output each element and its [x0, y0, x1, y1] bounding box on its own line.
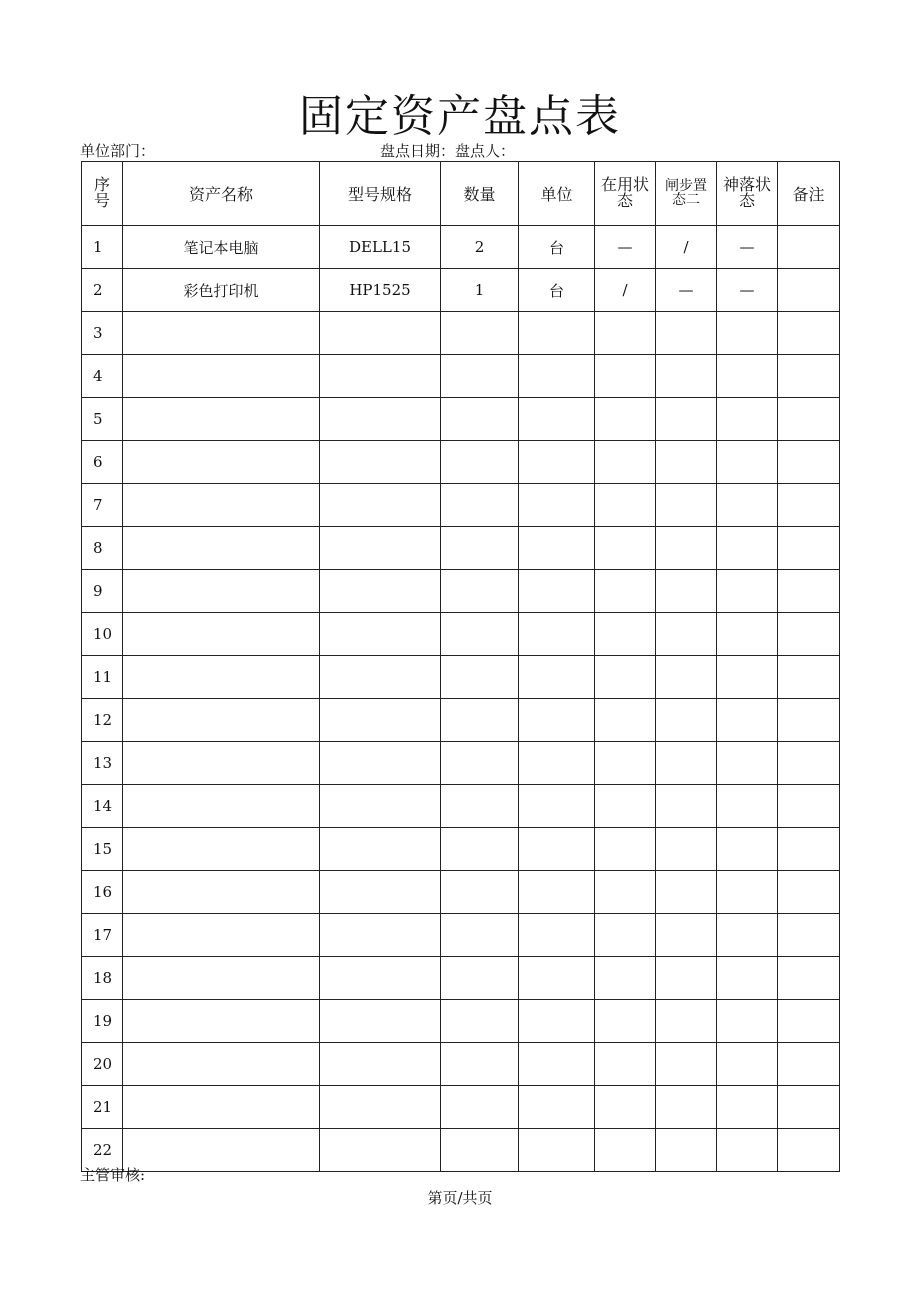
cell-missing: [717, 957, 778, 1000]
cell-qty: [441, 613, 519, 656]
cell-model: [320, 742, 441, 785]
cell-idle: [656, 1129, 717, 1172]
header-missing-label: 神落状态: [722, 175, 771, 210]
cell-missing: [717, 1129, 778, 1172]
cell-missing: —: [717, 226, 778, 269]
cell-seq: 17: [82, 914, 123, 957]
cell-name: [123, 828, 320, 871]
cell-missing: [717, 441, 778, 484]
cell-qty: [441, 914, 519, 957]
cell-unit: [519, 570, 595, 613]
cell-unit: [519, 699, 595, 742]
cell-missing: —: [717, 269, 778, 312]
cell-seq: 1: [82, 226, 123, 269]
cell-name: [123, 1000, 320, 1043]
header-idle: [656, 162, 717, 226]
cell-name: [123, 785, 320, 828]
cell-missing: [717, 914, 778, 957]
cell-missing: [717, 871, 778, 914]
cell-seq: 19: [82, 1000, 123, 1043]
cell-seq: 20: [82, 1043, 123, 1086]
cell-seq: 12: [82, 699, 123, 742]
cell-in-use: /: [595, 269, 656, 312]
cell-remark: [778, 355, 840, 398]
cell-unit: [519, 742, 595, 785]
cell-seq: 16: [82, 871, 123, 914]
cell-idle: [656, 828, 717, 871]
cell-idle: [656, 1043, 717, 1086]
cell-idle: [656, 742, 717, 785]
cell-in-use: [595, 957, 656, 1000]
table-row: [82, 699, 840, 742]
cell-idle: [656, 613, 717, 656]
header-seq: [82, 162, 123, 226]
cell-idle: [656, 699, 717, 742]
date-inspector-label: 盘点日期：盘点人：: [380, 142, 516, 160]
cell-seq: 8: [82, 527, 123, 570]
table-body: [82, 226, 840, 1172]
cell-name: [123, 1129, 320, 1172]
cell-missing: [717, 398, 778, 441]
cell-qty: [441, 1086, 519, 1129]
header-unit: 单位: [519, 162, 595, 226]
cell-model: [320, 1129, 441, 1172]
cell-remark: [778, 613, 840, 656]
cell-model: [320, 1086, 441, 1129]
cell-in-use: [595, 570, 656, 613]
cell-qty: [441, 1129, 519, 1172]
cell-seq: 18: [82, 957, 123, 1000]
cell-missing: [717, 699, 778, 742]
cell-remark: [778, 269, 840, 312]
cell-in-use: [595, 398, 656, 441]
cell-unit: [519, 527, 595, 570]
table-row: [82, 269, 840, 312]
cell-idle: [656, 656, 717, 699]
cell-idle: [656, 527, 717, 570]
cell-idle: [656, 398, 717, 441]
table-row: [82, 441, 840, 484]
table-row: [82, 1086, 840, 1129]
cell-unit: [519, 957, 595, 1000]
cell-remark: [778, 1129, 840, 1172]
cell-unit: [519, 484, 595, 527]
cell-model: [320, 785, 441, 828]
cell-qty: [441, 441, 519, 484]
cell-in-use: [595, 1043, 656, 1086]
cell-idle: [656, 570, 717, 613]
cell-in-use: [595, 1000, 656, 1043]
cell-remark: [778, 656, 840, 699]
table-row: [82, 785, 840, 828]
cell-remark: [778, 699, 840, 742]
table-header-row: [82, 162, 840, 226]
cell-in-use: [595, 312, 656, 355]
cell-in-use: [595, 441, 656, 484]
cell-missing: [717, 1086, 778, 1129]
cell-in-use: [595, 828, 656, 871]
cell-remark: [778, 914, 840, 957]
cell-model: [320, 484, 441, 527]
cell-seq: 11: [82, 656, 123, 699]
table-row: [82, 957, 840, 1000]
cell-qty: [441, 312, 519, 355]
cell-idle: [656, 914, 717, 957]
cell-model: [320, 699, 441, 742]
cell-qty: [441, 742, 519, 785]
cell-in-use: [595, 699, 656, 742]
cell-model: [320, 871, 441, 914]
cell-model: [320, 570, 441, 613]
cell-unit: [519, 355, 595, 398]
cell-seq: 4: [82, 355, 123, 398]
cell-missing: [717, 742, 778, 785]
cell-seq: 10: [82, 613, 123, 656]
cell-seq: 5: [82, 398, 123, 441]
cell-unit: 台: [519, 226, 595, 269]
table-row: [82, 613, 840, 656]
cell-remark: [778, 312, 840, 355]
cell-model: [320, 527, 441, 570]
cell-seq: 15: [82, 828, 123, 871]
cell-qty: [441, 1043, 519, 1086]
cell-unit: [519, 441, 595, 484]
cell-idle: [656, 1000, 717, 1043]
cell-missing: [717, 656, 778, 699]
cell-idle: [656, 484, 717, 527]
table-row: [82, 742, 840, 785]
table-row: [82, 828, 840, 871]
cell-remark: [778, 570, 840, 613]
cell-in-use: [595, 1129, 656, 1172]
cell-name: [123, 312, 320, 355]
cell-seq: 21: [82, 1086, 123, 1129]
cell-remark: [778, 527, 840, 570]
page-number: 第页/共页: [427, 1189, 493, 1207]
cell-seq: 6: [82, 441, 123, 484]
cell-unit: [519, 613, 595, 656]
table-row: [82, 914, 840, 957]
table-row: [82, 484, 840, 527]
cell-unit: [519, 1129, 595, 1172]
cell-qty: [441, 828, 519, 871]
header-idle-label: 闸步置态二: [665, 178, 707, 208]
cell-name: 彩色打印机: [123, 269, 320, 312]
cell-model: [320, 656, 441, 699]
cell-in-use: [595, 484, 656, 527]
cell-unit: [519, 871, 595, 914]
cell-missing: [717, 570, 778, 613]
header-in-use-label: 在用状态: [600, 175, 649, 210]
cell-qty: [441, 957, 519, 1000]
cell-seq: 13: [82, 742, 123, 785]
cell-unit: [519, 1043, 595, 1086]
cell-seq: 9: [82, 570, 123, 613]
cell-name: [123, 742, 320, 785]
cell-qty: [441, 355, 519, 398]
cell-unit: [519, 914, 595, 957]
cell-name: [123, 699, 320, 742]
cell-seq: 3: [82, 312, 123, 355]
cell-model: [320, 1000, 441, 1043]
cell-missing: [717, 312, 778, 355]
cell-in-use: [595, 871, 656, 914]
cell-name: [123, 613, 320, 656]
cell-name: [123, 957, 320, 1000]
cell-in-use: [595, 1086, 656, 1129]
cell-remark: [778, 1086, 840, 1129]
cell-model: [320, 828, 441, 871]
table-row: [82, 570, 840, 613]
cell-qty: 2: [441, 226, 519, 269]
cell-unit: [519, 656, 595, 699]
cell-unit: [519, 785, 595, 828]
header-in-use: [595, 162, 656, 226]
cell-remark: [778, 828, 840, 871]
cell-in-use: [595, 355, 656, 398]
cell-model: HP1525: [320, 269, 441, 312]
cell-unit: [519, 1000, 595, 1043]
cell-name: [123, 484, 320, 527]
cell-in-use: —: [595, 226, 656, 269]
table-row: [82, 1129, 840, 1172]
table-row: [82, 226, 840, 269]
cell-name: [123, 1043, 320, 1086]
table-row: [82, 527, 840, 570]
cell-qty: [441, 1000, 519, 1043]
cell-idle: [656, 957, 717, 1000]
cell-idle: [656, 871, 717, 914]
cell-model: [320, 355, 441, 398]
cell-model: [320, 1043, 441, 1086]
cell-unit: [519, 828, 595, 871]
table-row: [82, 871, 840, 914]
cell-seq: 14: [82, 785, 123, 828]
cell-seq: 7: [82, 484, 123, 527]
header-missing: [717, 162, 778, 226]
cell-name: [123, 398, 320, 441]
cell-model: DELL15: [320, 226, 441, 269]
cell-missing: [717, 1000, 778, 1043]
cell-qty: [441, 699, 519, 742]
header-name: 资产名称: [123, 162, 320, 226]
cell-qty: [441, 398, 519, 441]
cell-unit: [519, 398, 595, 441]
cell-seq: 2: [82, 269, 123, 312]
cell-name: [123, 355, 320, 398]
table-row: [82, 355, 840, 398]
department-label: 单位部门：: [80, 142, 156, 160]
cell-model: [320, 398, 441, 441]
cell-qty: [441, 871, 519, 914]
cell-missing: [717, 828, 778, 871]
cell-remark: [778, 957, 840, 1000]
cell-in-use: [595, 914, 656, 957]
cell-in-use: [595, 527, 656, 570]
cell-missing: [717, 527, 778, 570]
cell-missing: [717, 1043, 778, 1086]
cell-in-use: [595, 742, 656, 785]
cell-name: [123, 570, 320, 613]
cell-qty: [441, 656, 519, 699]
cell-remark: [778, 871, 840, 914]
cell-remark: [778, 785, 840, 828]
cell-remark: [778, 441, 840, 484]
cell-name: [123, 1086, 320, 1129]
supervisor-label: 主管审核:: [80, 1166, 146, 1184]
document-title: 固定资产盘点表: [299, 91, 621, 142]
cell-qty: [441, 570, 519, 613]
cell-missing: [717, 785, 778, 828]
inventory-table: [81, 161, 840, 1172]
table-row: [82, 1043, 840, 1086]
cell-model: [320, 613, 441, 656]
cell-unit: 台: [519, 269, 595, 312]
header-remark: 备注: [778, 162, 840, 226]
cell-remark: [778, 1000, 840, 1043]
cell-remark: [778, 1043, 840, 1086]
cell-qty: [441, 484, 519, 527]
cell-in-use: [595, 785, 656, 828]
cell-idle: [656, 1086, 717, 1129]
header-model: 型号规格: [320, 162, 441, 226]
cell-idle: /: [656, 226, 717, 269]
cell-missing: [717, 355, 778, 398]
cell-model: [320, 914, 441, 957]
cell-model: [320, 312, 441, 355]
cell-idle: [656, 785, 717, 828]
cell-name: [123, 441, 320, 484]
cell-idle: —: [656, 269, 717, 312]
cell-qty: [441, 785, 519, 828]
cell-idle: [656, 312, 717, 355]
cell-name: [123, 914, 320, 957]
cell-remark: [778, 742, 840, 785]
cell-idle: [656, 441, 717, 484]
table-row: [82, 312, 840, 355]
cell-missing: [717, 484, 778, 527]
cell-seq: 22: [82, 1129, 123, 1172]
table-row: [82, 398, 840, 441]
cell-remark: [778, 398, 840, 441]
table-row: [82, 656, 840, 699]
cell-remark: [778, 484, 840, 527]
cell-unit: [519, 312, 595, 355]
header-qty: 数量: [441, 162, 519, 226]
cell-missing: [717, 613, 778, 656]
cell-in-use: [595, 613, 656, 656]
cell-model: [320, 957, 441, 1000]
header-seq-label: 序号: [93, 175, 110, 210]
cell-in-use: [595, 656, 656, 699]
table-row: [82, 1000, 840, 1043]
cell-remark: [778, 226, 840, 269]
cell-qty: 1: [441, 269, 519, 312]
cell-name: 笔记本电脑: [123, 226, 320, 269]
cell-name: [123, 871, 320, 914]
cell-name: [123, 527, 320, 570]
cell-qty: [441, 527, 519, 570]
cell-unit: [519, 1086, 595, 1129]
cell-idle: [656, 355, 717, 398]
cell-name: [123, 656, 320, 699]
cell-model: [320, 441, 441, 484]
